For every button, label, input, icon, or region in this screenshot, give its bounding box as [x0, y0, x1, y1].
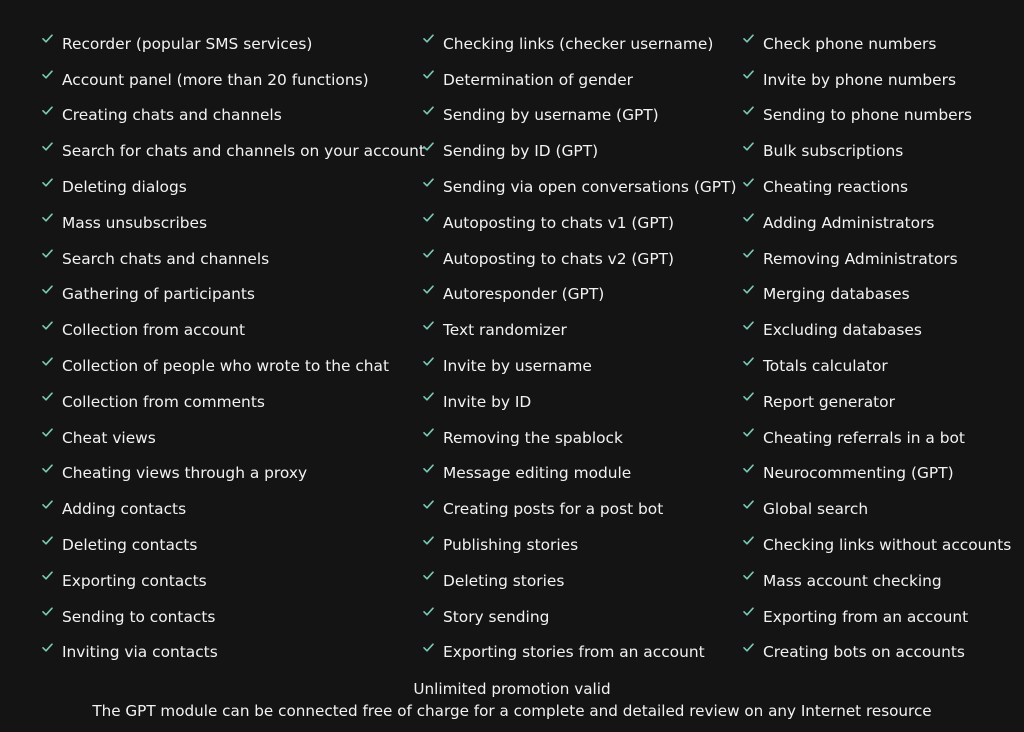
feature-label: Autoresponder (GPT) [443, 285, 605, 304]
check-icon [42, 213, 62, 222]
feature-label: Cheating reactions [763, 178, 908, 197]
feature-item [423, 277, 736, 313]
feature-item [42, 98, 425, 134]
feature-label: Removing the spablock [443, 428, 623, 447]
check-icon [423, 142, 443, 151]
feature-label: Deleting stories [443, 571, 565, 590]
check-icon [42, 249, 62, 258]
check-icon [42, 536, 62, 545]
feature-label: Creating posts for a post bot [443, 500, 664, 519]
check-icon [423, 106, 443, 115]
feature-label: Sending via open conversations (GPT) [443, 178, 737, 197]
check-icon [42, 321, 62, 330]
check-icon [743, 536, 763, 545]
feature-item [743, 26, 1011, 62]
feature-label: Gathering of participants [62, 285, 255, 304]
feature-item [743, 98, 1011, 134]
check-icon [42, 607, 62, 616]
check-icon [743, 571, 763, 580]
check-icon [743, 428, 763, 437]
check-icon [743, 70, 763, 79]
feature-label: Excluding databases [763, 321, 922, 340]
check-icon [42, 357, 62, 366]
check-icon [423, 643, 443, 652]
check-icon [423, 607, 443, 616]
feature-label: Neurocommenting (GPT) [763, 464, 954, 483]
check-icon [423, 357, 443, 366]
feature-label: Global search [763, 500, 869, 519]
check-icon [423, 285, 443, 294]
feature-label: Exporting stories from an account [443, 643, 705, 662]
feature-label: Mass account checking [763, 571, 942, 590]
feature-item [42, 527, 425, 563]
check-icon [743, 321, 763, 330]
feature-label: Mass unsubscribes [62, 213, 208, 232]
feature-label: Story sending [443, 607, 550, 626]
feature-item [423, 348, 736, 384]
feature-label: Check phone numbers [763, 34, 937, 53]
check-icon [423, 536, 443, 545]
feature-item [42, 348, 425, 384]
check-icon [743, 106, 763, 115]
feature-item [423, 241, 736, 277]
check-icon [743, 357, 763, 366]
feature-item [423, 133, 736, 169]
feature-label: Invite by phone numbers [763, 70, 956, 89]
feature-item [42, 491, 425, 527]
feature-label: Checking links (checker username) [443, 34, 714, 53]
feature-item [743, 599, 1011, 635]
feature-item [743, 62, 1011, 98]
feature-label: Cheating referrals in a bot [763, 428, 965, 447]
feature-label: Message editing module [443, 464, 632, 483]
feature-label: Deleting contacts [62, 536, 198, 555]
feature-label: Report generator [763, 392, 895, 411]
feature-item [42, 563, 425, 599]
feature-item [42, 277, 425, 313]
feature-label: Totals calculator [763, 357, 888, 376]
feature-label: Bulk subscriptions [763, 142, 904, 161]
feature-label: Autoposting to chats v2 (GPT) [443, 249, 675, 268]
check-icon [42, 500, 62, 509]
feature-item [42, 635, 425, 671]
check-icon [42, 464, 62, 473]
feature-label: Adding contacts [62, 500, 187, 519]
feature-item [743, 241, 1011, 277]
feature-item [743, 133, 1011, 169]
check-icon [42, 428, 62, 437]
feature-label: Deleting dialogs [62, 178, 187, 197]
feature-label: Inviting via contacts [62, 643, 218, 662]
feature-label: Checking links without accounts [763, 536, 1012, 555]
feature-item [423, 635, 736, 671]
feature-item [743, 205, 1011, 241]
feature-item [743, 563, 1011, 599]
feature-label: Creating chats and channels [62, 106, 282, 125]
feature-label: Removing Administrators [763, 249, 958, 268]
feature-label: Invite by username [443, 357, 592, 376]
feature-item [423, 62, 736, 98]
check-icon [423, 428, 443, 437]
check-icon [743, 249, 763, 258]
feature-item [743, 456, 1011, 492]
feature-label: Search chats and channels [62, 249, 270, 268]
feature-label: Autoposting to chats v1 (GPT) [443, 213, 675, 232]
feature-item [42, 205, 425, 241]
check-icon [42, 34, 62, 43]
feature-label: Determination of gender [443, 70, 633, 89]
check-icon [42, 178, 62, 187]
check-icon [423, 213, 443, 222]
check-icon [743, 285, 763, 294]
footer-line-1: Unlimited promotion valid [413, 680, 611, 698]
check-icon [423, 70, 443, 79]
feature-column-2 [423, 26, 736, 670]
feature-item [423, 420, 736, 456]
feature-item [423, 205, 736, 241]
check-icon [743, 464, 763, 473]
check-icon [423, 178, 443, 187]
feature-label: Adding Administrators [763, 213, 935, 232]
check-icon [42, 106, 62, 115]
feature-item [743, 527, 1011, 563]
feature-item [743, 635, 1011, 671]
feature-item [423, 26, 736, 62]
check-icon [423, 464, 443, 473]
feature-label: Cheating views through a proxy [62, 464, 308, 483]
feature-label: Publishing stories [443, 536, 579, 555]
feature-label: Collection from account [62, 321, 246, 340]
feature-item [423, 456, 736, 492]
check-icon [743, 392, 763, 401]
feature-item [423, 527, 736, 563]
check-icon [42, 643, 62, 652]
feature-item [42, 169, 425, 205]
feature-label: Account panel (more than 20 functions) [62, 70, 369, 89]
check-icon [743, 213, 763, 222]
footer-note [0, 678, 1024, 722]
feature-item [743, 169, 1011, 205]
feature-item [743, 348, 1011, 384]
check-icon [42, 142, 62, 151]
feature-label: Text randomizer [443, 321, 567, 340]
feature-label: Exporting from an account [763, 607, 969, 626]
feature-item [42, 62, 425, 98]
feature-item [743, 420, 1011, 456]
check-icon [423, 500, 443, 509]
feature-label: Cheat views [62, 428, 156, 447]
feature-item [423, 563, 736, 599]
check-icon [423, 571, 443, 580]
check-icon [743, 178, 763, 187]
check-icon [743, 34, 763, 43]
feature-column-1 [42, 26, 425, 670]
check-icon [743, 500, 763, 509]
feature-column-3 [743, 26, 1011, 670]
feature-label: Sending to phone numbers [763, 106, 972, 125]
feature-label: Collection of people who wrote to the chat [62, 357, 390, 376]
feature-item [743, 277, 1011, 313]
feature-item [42, 599, 425, 635]
feature-label: Sending by ID (GPT) [443, 142, 599, 161]
feature-item [42, 26, 425, 62]
check-icon [423, 249, 443, 258]
check-icon [743, 643, 763, 652]
feature-item [42, 456, 425, 492]
check-icon [42, 392, 62, 401]
feature-item [423, 169, 736, 205]
check-icon [42, 571, 62, 580]
feature-item [743, 491, 1011, 527]
feature-item [743, 384, 1011, 420]
feature-label: Exporting contacts [62, 571, 207, 590]
feature-label: Sending to contacts [62, 607, 216, 626]
feature-item [42, 384, 425, 420]
feature-item [42, 420, 425, 456]
feature-item [423, 384, 736, 420]
feature-label: Sending by username (GPT) [443, 106, 659, 125]
feature-item [42, 241, 425, 277]
feature-item [423, 312, 736, 348]
feature-label: Invite by ID [443, 392, 532, 411]
feature-item [423, 98, 736, 134]
check-icon [423, 392, 443, 401]
feature-label: Search for chats and channels on your account [62, 142, 425, 161]
feature-item [743, 312, 1011, 348]
check-icon [743, 607, 763, 616]
feature-item [42, 312, 425, 348]
check-icon [423, 34, 443, 43]
feature-item [423, 491, 736, 527]
check-icon [743, 142, 763, 151]
feature-label: Collection from comments [62, 392, 265, 411]
feature-label: Merging databases [763, 285, 910, 304]
feature-label: Recorder (popular SMS services) [62, 34, 313, 53]
feature-label: Creating bots on accounts [763, 643, 965, 662]
check-icon [42, 70, 62, 79]
check-icon [42, 285, 62, 294]
feature-item [423, 599, 736, 635]
footer-line-2: The GPT module can be connected free of charge for a complete and detailed review on any Internet resource [92, 702, 932, 720]
feature-item [42, 133, 425, 169]
check-icon [423, 321, 443, 330]
